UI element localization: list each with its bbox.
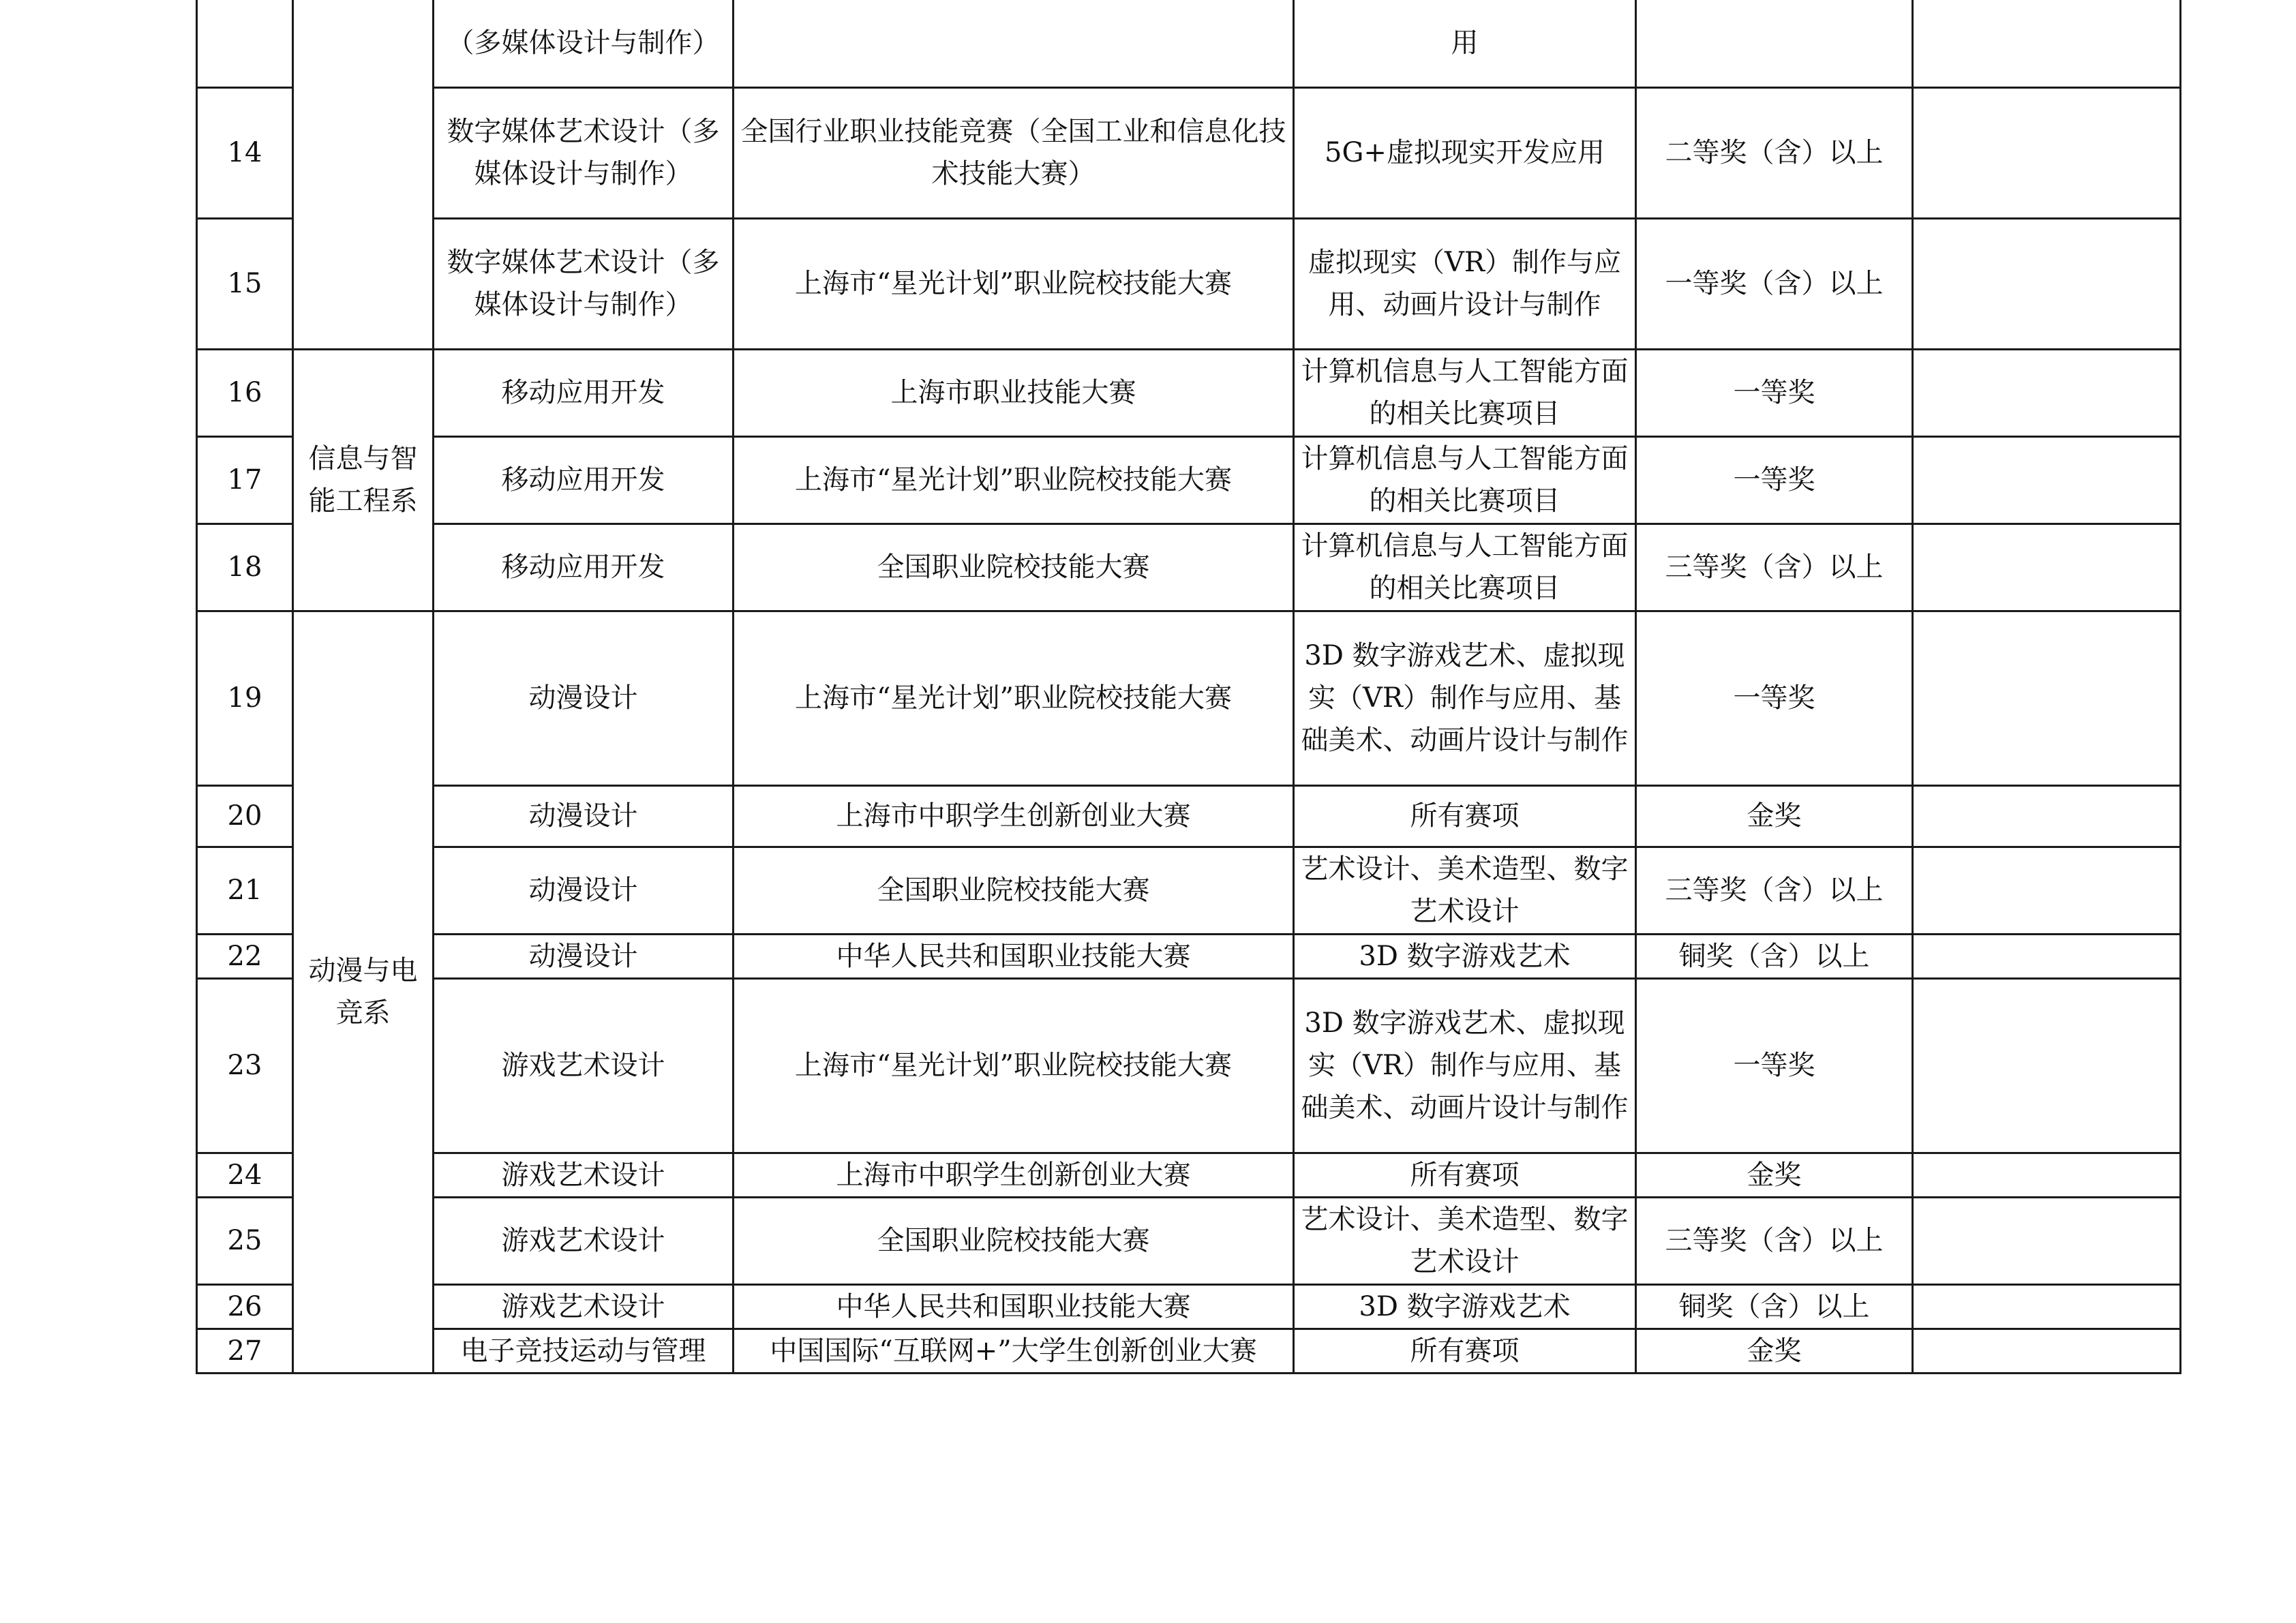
cell-major: 移动应用开发 [434,436,734,524]
cell-award-level: 二等奖（含）以上 [1636,87,1913,218]
cell-competition-item: 3D 数字游戏艺术、虚拟现实（VR）制作与应用、基础美术、动画片设计与制作 [1294,611,1636,785]
cell-competition-item: 计算机信息与人工智能方面的相关比赛项目 [1294,524,1636,611]
competition-award-table [196,0,2181,1374]
cell-major: 游戏艺术设计 [434,1153,734,1197]
table-row [197,978,2181,1153]
cell-number: 14 [197,87,293,218]
cell-number: 21 [197,847,293,934]
cell-competition-item: 3D 数字游戏艺术、虚拟现实（VR）制作与应用、基础美术、动画片设计与制作 [1294,978,1636,1153]
cell-competition-item: 所有赛项 [1294,785,1636,847]
table-row [197,1284,2181,1329]
table-row [197,524,2181,611]
cell-department [293,0,434,349]
cell-competition-item: 所有赛项 [1294,1329,1636,1373]
cell-number: 15 [197,218,293,349]
cell-note [1913,349,2181,436]
cell-number: 18 [197,524,293,611]
cell-major: 动漫设计 [434,847,734,934]
cell-competition: 上海市中职学生创新创业大赛 [734,1153,1294,1197]
cell-note [1913,524,2181,611]
cell-note [1913,436,2181,524]
table-row [197,0,2181,87]
cell-note [1913,934,2181,978]
cell-number: 17 [197,436,293,524]
cell-major: 电子竞技运动与管理 [434,1329,734,1373]
cell-note [1913,218,2181,349]
cell-note [1913,611,2181,785]
cell-note [1913,978,2181,1153]
cell-major: 数字媒体艺术设计（多媒体设计与制作） [434,218,734,349]
cell-major: 游戏艺术设计 [434,978,734,1153]
cell-note [1913,785,2181,847]
cell-award-level: 金奖 [1636,1153,1913,1197]
cell-number: 22 [197,934,293,978]
cell-number: 27 [197,1329,293,1373]
cell-note [1913,87,2181,218]
cell-major: 动漫设计 [434,934,734,978]
cell-major: 游戏艺术设计 [434,1197,734,1284]
table-row [197,1197,2181,1284]
cell-note [1913,1329,2181,1373]
table-row [197,436,2181,524]
cell-number: 26 [197,1284,293,1329]
cell-major: 动漫设计 [434,785,734,847]
cell-award-level: 三等奖（含）以上 [1636,1197,1913,1284]
cell-competition: 全国职业院校技能大赛 [734,1197,1294,1284]
table-row [197,847,2181,934]
cell-competition: 中华人民共和国职业技能大赛 [734,1284,1294,1329]
cell-award-level: 一等奖 [1636,611,1913,785]
cell-department: 信息与智能工程系 [293,349,434,611]
cell-competition-item: 3D 数字游戏艺术 [1294,1284,1636,1329]
cell-major: （多媒体设计与制作） [434,0,734,87]
table-row [197,611,2181,785]
cell-major: 数字媒体艺术设计（多媒体设计与制作） [434,87,734,218]
cell-competition-item: 虚拟现实（VR）制作与应用、动画片设计与制作 [1294,218,1636,349]
cell-competition: 中国国际“互联网+”大学生创新创业大赛 [734,1329,1294,1373]
cell-award-level: 一等奖 [1636,978,1913,1153]
cell-award-level: 一等奖（含）以上 [1636,218,1913,349]
cell-award-level: 铜奖（含）以上 [1636,1284,1913,1329]
cell-award-level: 一等奖 [1636,436,1913,524]
cell-award-level [1636,0,1913,87]
cell-note [1913,0,2181,87]
cell-competition-item: 所有赛项 [1294,1153,1636,1197]
cell-number [197,0,293,87]
cell-competition-item: 3D 数字游戏艺术 [1294,934,1636,978]
cell-competition-item: 计算机信息与人工智能方面的相关比赛项目 [1294,436,1636,524]
cell-number: 24 [197,1153,293,1197]
cell-note [1913,1197,2181,1284]
table-body [197,0,2181,1373]
cell-major: 移动应用开发 [434,524,734,611]
table-row [197,934,2181,978]
cell-number: 25 [197,1197,293,1284]
cell-competition-item: 艺术设计、美术造型、数字艺术设计 [1294,1197,1636,1284]
cell-competition: 全国行业职业技能竞赛（全国工业和信息化技术技能大赛） [734,87,1294,218]
cell-award-level: 三等奖（含）以上 [1636,847,1913,934]
cell-number: 19 [197,611,293,785]
cell-competition-item: 5G+虚拟现实开发应用 [1294,87,1636,218]
table-row [197,1153,2181,1197]
cell-award-level: 金奖 [1636,1329,1913,1373]
cell-award-level: 金奖 [1636,785,1913,847]
table-row [197,218,2181,349]
table-row [197,349,2181,436]
cell-number: 20 [197,785,293,847]
cell-competition: 上海市中职学生创新创业大赛 [734,785,1294,847]
cell-award-level: 三等奖（含）以上 [1636,524,1913,611]
cell-note [1913,847,2181,934]
cell-award-level: 一等奖 [1636,349,1913,436]
cell-competition: 全国职业院校技能大赛 [734,847,1294,934]
cell-competition: 上海市“星光计划”职业院校技能大赛 [734,436,1294,524]
cell-note [1913,1153,2181,1197]
cell-note [1913,1284,2181,1329]
cell-major: 动漫设计 [434,611,734,785]
cell-competition-item: 计算机信息与人工智能方面的相关比赛项目 [1294,349,1636,436]
cell-competition: 上海市“星光计划”职业院校技能大赛 [734,978,1294,1153]
table-row [197,87,2181,218]
cell-department: 动漫与电竞系 [293,611,434,1373]
cell-number: 16 [197,349,293,436]
cell-competition: 上海市“星光计划”职业院校技能大赛 [734,218,1294,349]
cell-competition: 中华人民共和国职业技能大赛 [734,934,1294,978]
cell-competition: 上海市职业技能大赛 [734,349,1294,436]
cell-competition [734,0,1294,87]
cell-number: 23 [197,978,293,1153]
table-row [197,785,2181,847]
cell-competition: 上海市“星光计划”职业院校技能大赛 [734,611,1294,785]
cell-award-level: 铜奖（含）以上 [1636,934,1913,978]
cell-major: 移动应用开发 [434,349,734,436]
cell-competition-item: 用 [1294,0,1636,87]
cell-major: 游戏艺术设计 [434,1284,734,1329]
cell-competition: 全国职业院校技能大赛 [734,524,1294,611]
table-row [197,1329,2181,1373]
cell-competition-item: 艺术设计、美术造型、数字艺术设计 [1294,847,1636,934]
